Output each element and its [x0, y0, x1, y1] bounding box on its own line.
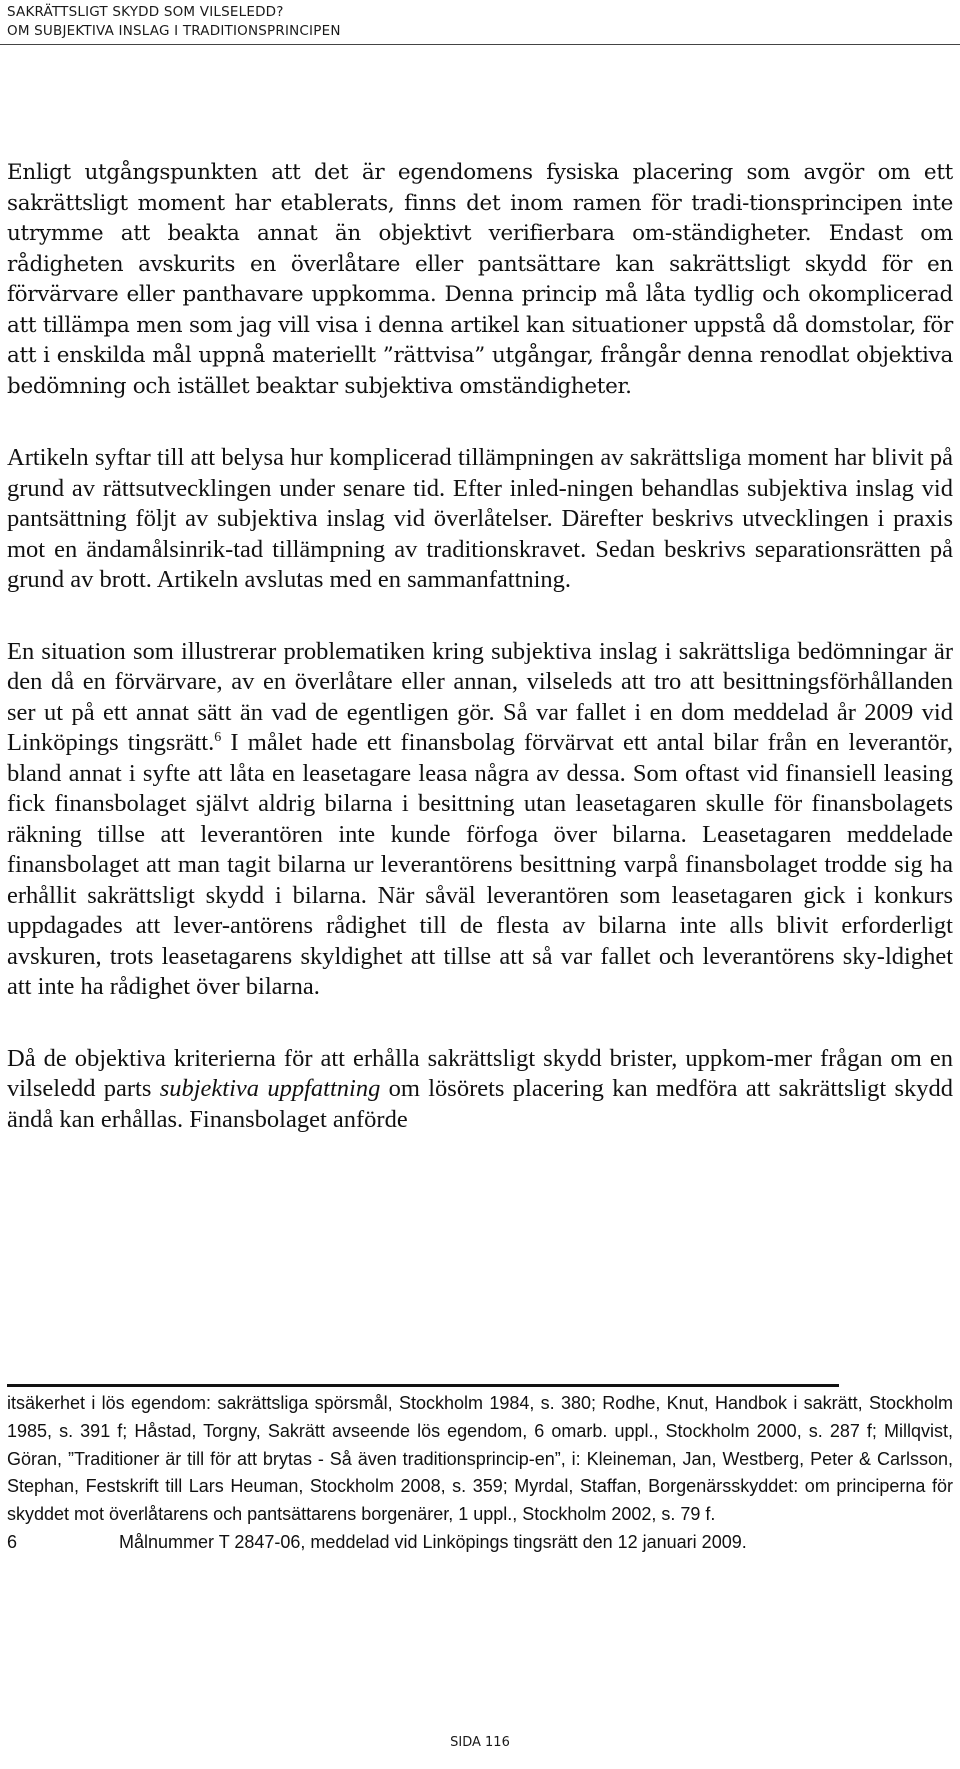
paragraph-4-text-after: om lösörets placering kan medföra att sakrättsligt skydd ändå kan erhållas. Finansbolaget anförde — [7, 1075, 954, 1133]
footnote-rule — [7, 1384, 839, 1387]
running-header — [7, 3, 341, 41]
paragraph-1: Enligt utgångspunkten att det är egendomens fysiska placering som avgör om ett sakrättsligt moment har etablerats, finns det inom ramen för tradi-tionsprincipen inte utrymme att beakta annat än objektivt verifierbara om-ständigheter. Endast om rådigheten avskurits en överlåtare eller pantsättare kan sakrättsligt skydd för en förvärvare eller panthavare uppkomma. Denna princip må låta tydlig och okomplicerad att tillämpa men som jag vill visa i denna artikel kan situationer uppstå då domstolar, för att i enskilda mål uppnå materiellt ”rättvisa” utgångar, frångår denna renodlat objektiva bedömning och istället beaktar subjektiva omständigheter. — [7, 160, 953, 399]
running-header-title: SAKRÄTTSLIGT SKYDD SOM VILSELEDD? — [7, 4, 284, 20]
footnote-6-text: Målnummer T 2847-06, meddelad vid Linköpings tingsrätt den 12 januari 2009. — [119, 1531, 747, 1552]
footnote-6 — [7, 1529, 953, 1557]
paragraph-3-text-before: En situation som illustrerar problematiken kring subjektiva inslag i sakrättsliga bedömningar är den då en förvärvare, av en överlåtare eller annan, vilseleds att tro att besittningsförhållanden ser ut på ett annat sätt än vad de egentligen gör. Så var fallet i en dom meddelad år 2009 vid Linköpings tingsrätt. — [7, 637, 953, 756]
header-rule — [0, 44, 960, 45]
footnotes — [7, 1390, 953, 1557]
paragraph-2: Artikeln syftar till att belysa hur komplicerad tillämpningen av sakrättsliga moment har blivit på grund av rättsutvecklingen under senare tid. Efter inled-ningen behandlas subjektiva inslag vid pantsättning följt av subjektiva inslag vid överlåtelser. Därefter beskrivs utvecklingen i praxis mot en ändamålsinrik-tad tillämpning av traditionskravet. Sedan beskrivs separationsrätten på grund av brott. Artikeln avslutas med en sammanfattning. — [7, 444, 953, 593]
paragraph-4 — [7, 1044, 953, 1136]
paragraph-4-italic-phrase: subjektiva uppfattning — [159, 1075, 381, 1102]
paragraph-3-text-after: I målet hade ett finansbolag förvärvat ett antal bilar från en leverantör, bland annat i syfte att låta en leasetagare leasa några av dessa. Som oftast vid finansiell leasing fick finansbolaget självt aldrig bilarna i besittning utan leasetagaren skulle för finansbolagets räkning tillse att leverantören inte kunde förfoga över bilarna. Leasetagaren meddelade finansbolaget att man tagit bilarna ur leverantörens besittning varpå finansbolaget trodde sig ha erhållit sakrättsligt skydd i bilarna. När såväl leverantören som leasetagaren gick i konkurs uppdagades att lever-antörens rådighet till de flesta av bilarna inte alls blivit erforderligt avskuren, trots leasetagarens skyldighet att tillse att så var fallet och leverantörens sky-ldighet att inte ha rådighet över bilarna. — [7, 729, 953, 1000]
page-number: SIDA 116 — [450, 1735, 510, 1750]
running-header-subtitle: OM SUBJEKTIVA INSLAG I TRADITIONSPRINCIPEN — [7, 23, 341, 39]
footnote-continued: itsäkerhet i lös egendom: sakrättsliga spörsmål, Stockholm 1984, s. 380; Rodhe, Knut, Handbok i sakrätt, Stockholm 1985, s. 391 f; Håstad, Torgny, Sakrätt avseende lös egendom, 6 omarb. uppl., Stockholm 2000, s. 287 f; Millqvist, Göran, ”Traditioner är till för att brytas - Så även traditionsprincip-en”, i: Kleineman, Jan, Westberg, Peter & Carlsson, Stephan, Festskrift till Lars Heuman, Stockholm 2008, s. 359; Myrdal, Staffan, Borgenärsskyddet: om principerna för skyddet mot överlåtarens och pantsättarens borgenärer, 1 uppl., Stockholm 2002, s. 79 f. — [7, 1393, 953, 1525]
footnote-reference-6[interactable]: 6 — [214, 730, 222, 745]
article-body — [7, 158, 953, 1135]
footnote-6-number: 6 — [7, 1531, 18, 1552]
paragraph-4-text-before: Då de objektiva kriterierna för att erhålla sakrättsligt skydd brister, uppkom-mer frågan om en vilseledd parts — [7, 1044, 953, 1102]
paragraph-3 — [7, 637, 953, 1003]
